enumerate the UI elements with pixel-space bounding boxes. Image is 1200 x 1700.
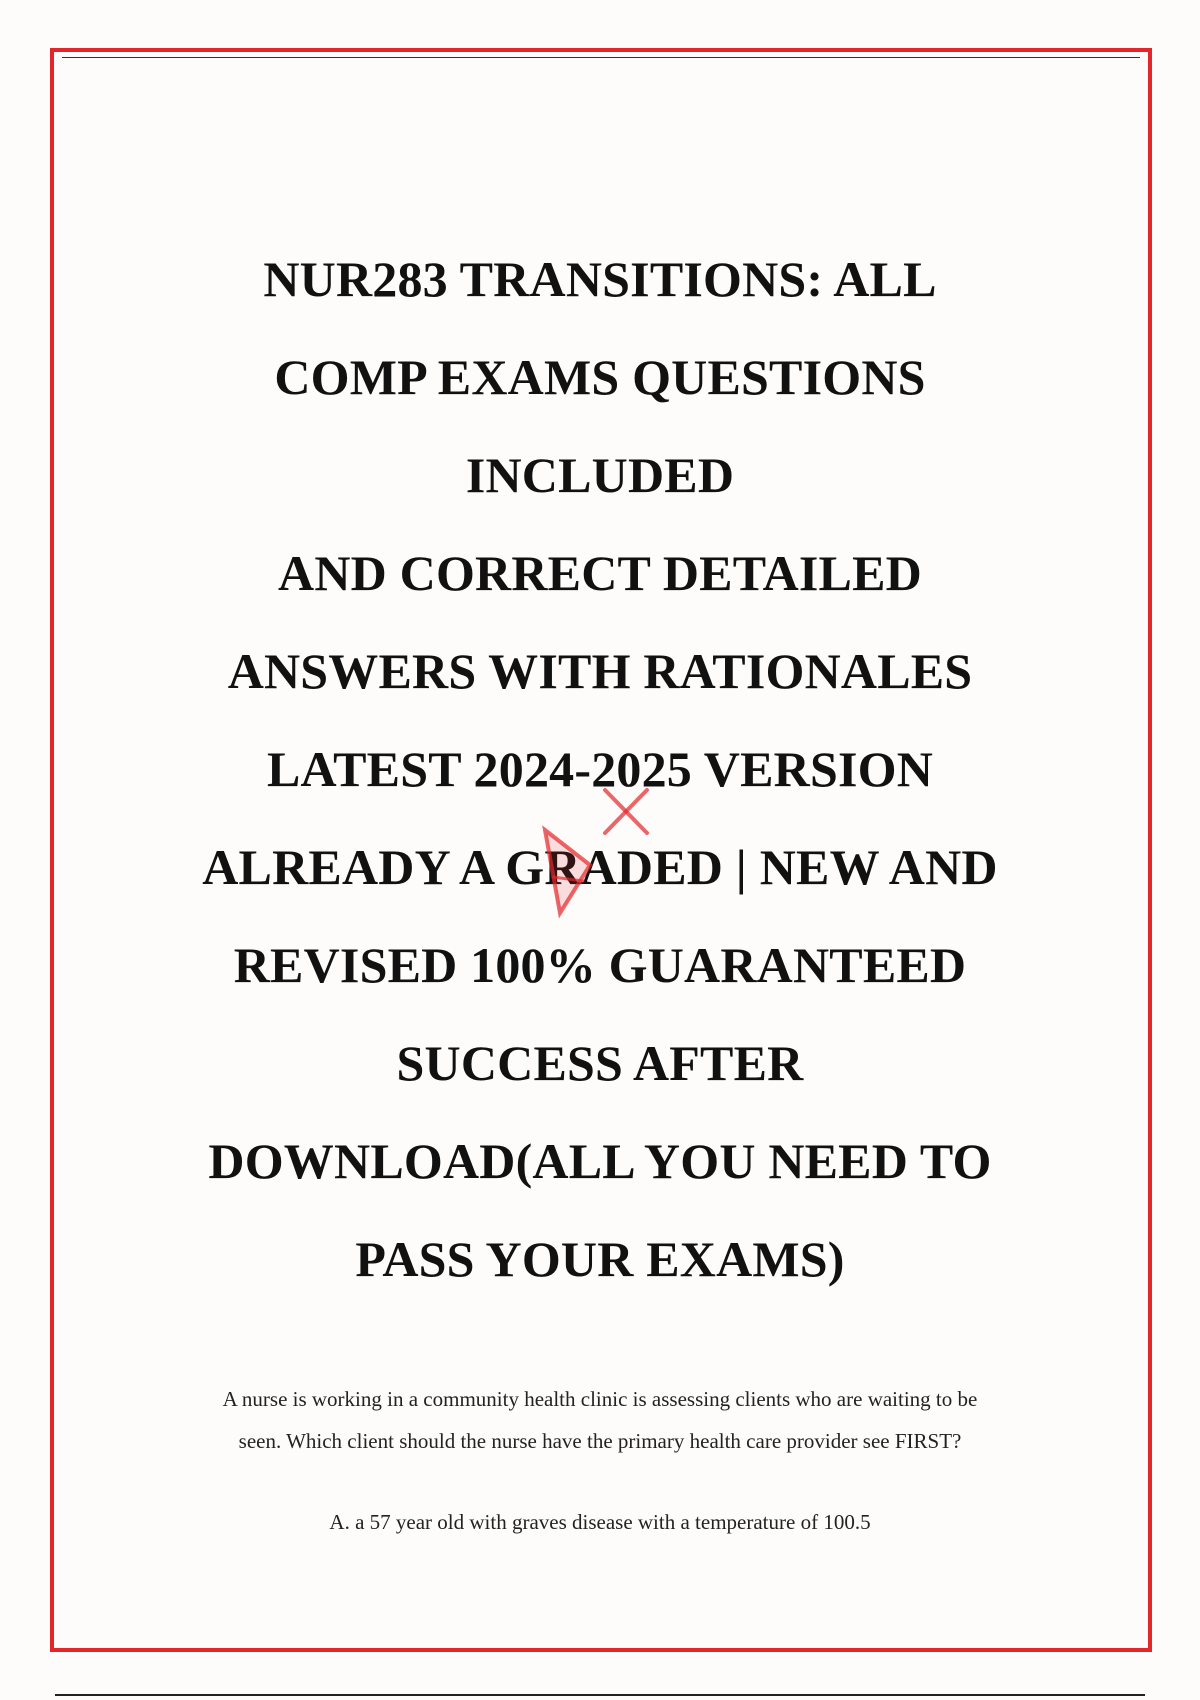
bottom-rule — [55, 1694, 1145, 1696]
title-line-9: SUCCESS AFTER — [396, 1035, 804, 1091]
question-line-1: A nurse is working in a community health clinic is assessing clients who are waiting to be — [222, 1387, 978, 1411]
title-line-2: COMP EXAMS QUESTIONS — [274, 349, 926, 405]
title-line-4: AND CORRECT DETAILED — [278, 545, 922, 601]
title-line-3: INCLUDED — [465, 447, 735, 503]
title-line-6: LATEST 2024-2025 VERSION — [266, 741, 934, 797]
title-line-11: PASS YOUR EXAMS) — [355, 1231, 845, 1287]
question-line-2: seen. Which client should the nurse have the primary health care provider see FIRST? — [238, 1429, 962, 1453]
answer-option-a: A. a 57 year old with graves disease with a temperature of 100.5 — [329, 1510, 871, 1534]
document-title — [0, 230, 1200, 1308]
title-line-1: NUR283 TRANSITIONS: ALL — [263, 251, 937, 307]
title-line-10: DOWNLOAD(ALL YOU NEED TO — [208, 1133, 992, 1189]
title-line-8: REVISED 100% GUARANTEED — [233, 937, 967, 993]
title-line-7: ALREADY A GRADED | NEW AND — [202, 839, 998, 895]
title-line-5: ANSWERS WITH RATIONALES — [227, 643, 973, 699]
question-text — [140, 1378, 1060, 1462]
top-rule — [62, 57, 1140, 58]
